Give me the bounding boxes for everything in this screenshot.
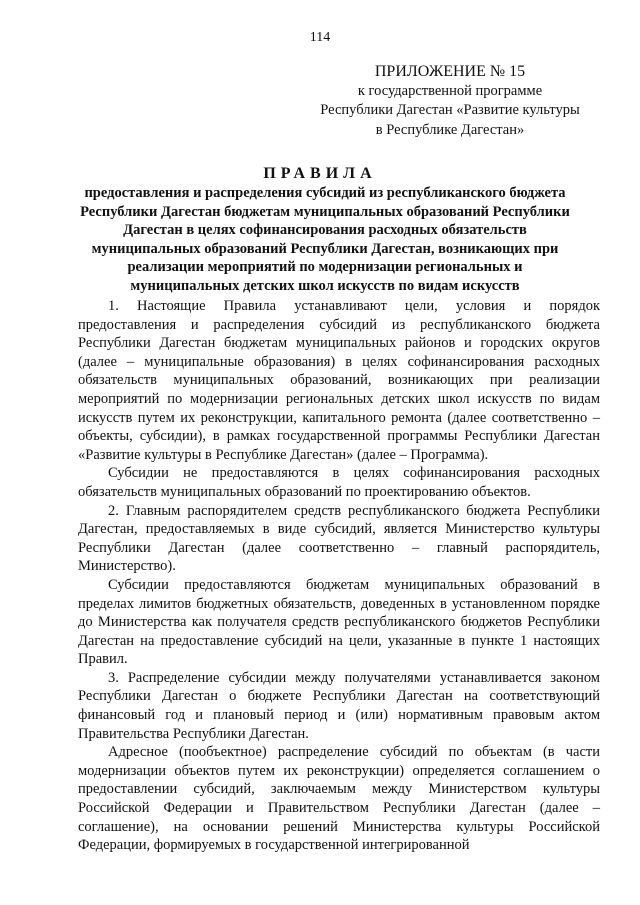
document-body (78, 297, 600, 855)
appendix-line: в Республике Дагестан» (375, 121, 525, 138)
appendix-line: к государственной программе (357, 82, 543, 99)
paragraph: Адресное (пообъектное) распределение субсидий по объектам (в части модернизации объектов путем их реконструкции) определяется соглашением о предоставлении субсидий, заключаемым между Министерством культуры Российской Федерации и Правительством Республики Дагестан (далее – соглашение), на основании решений Министерства культуры Российской Федерации, формируемых в государственной интегрированной (78, 744, 600, 854)
paragraph: 2. Главным распорядителем средств республиканского бюджета Республики Дагестан, предоставляемых в виде субсидий, является Министерство культуры Республики Дагестан (далее соответственно – главный распорядитель, Министерство). (78, 502, 600, 575)
page-number: 114 (309, 30, 331, 45)
paragraph: Субсидии предоставляются бюджетам муниципальных образований в пределах лимитов бюджетных обязательств, доведенных в установленном порядке до Министерства как получателя средств республиканского бюджетов Республики Дагестан на предоставление субсидий на цели, указанные в пункте 1 настоящих Правил. (78, 576, 600, 668)
appendix-header (300, 62, 600, 140)
paragraph: Субсидии не предоставляются в целях софинансирования расходных обязательств муниципальных образований по проектированию объектов. (78, 465, 600, 500)
paragraph: 3. Распределение субсидии между получателями устанавливается законом Республики Дагестан о бюджете Республики Дагестан на соответствующий финансовый год и плановый период и (или) нормативным правовым актом Правительства Республики Дагестан. (78, 669, 600, 742)
document-title: ПРАВИЛА (263, 165, 377, 182)
appendix-title: ПРИЛОЖЕНИЕ № 15 (374, 63, 526, 80)
document-subtitle: предоставления и распределения субсидий из республиканского бюджета Республики Дагестан бюджетам муниципальных образований Республики Дагестан в целях софинансирования расходных обязательств муниципальных образований Республики Дагестан, возникающих при реализации мероприятий по модернизации региональных и муниципальных детских школ искусств по видам искусств (80, 185, 570, 294)
paragraph: 1. Настоящие Правила устанавливают цели, условия и порядок предоставления и распределения субсидий из республиканского бюджета Республики Дагестан бюджетам муниципальных районов и городских округов (далее – муниципальные образования) в целях софинансирования расходных обязательств муниципальных образований, возникающих при реализации мероприятий по модернизации региональных детских школ искусств по видам искусств путем их реконструкции, капитального ремонта (далее соответственно – объекты, субсидии), в рамках государственной программы Республики Дагестан «Развитие культуры в Республике Дагестан» (далее – Программа). (78, 298, 600, 463)
appendix-line: Республики Дагестан «Развитие культуры (320, 102, 580, 118)
